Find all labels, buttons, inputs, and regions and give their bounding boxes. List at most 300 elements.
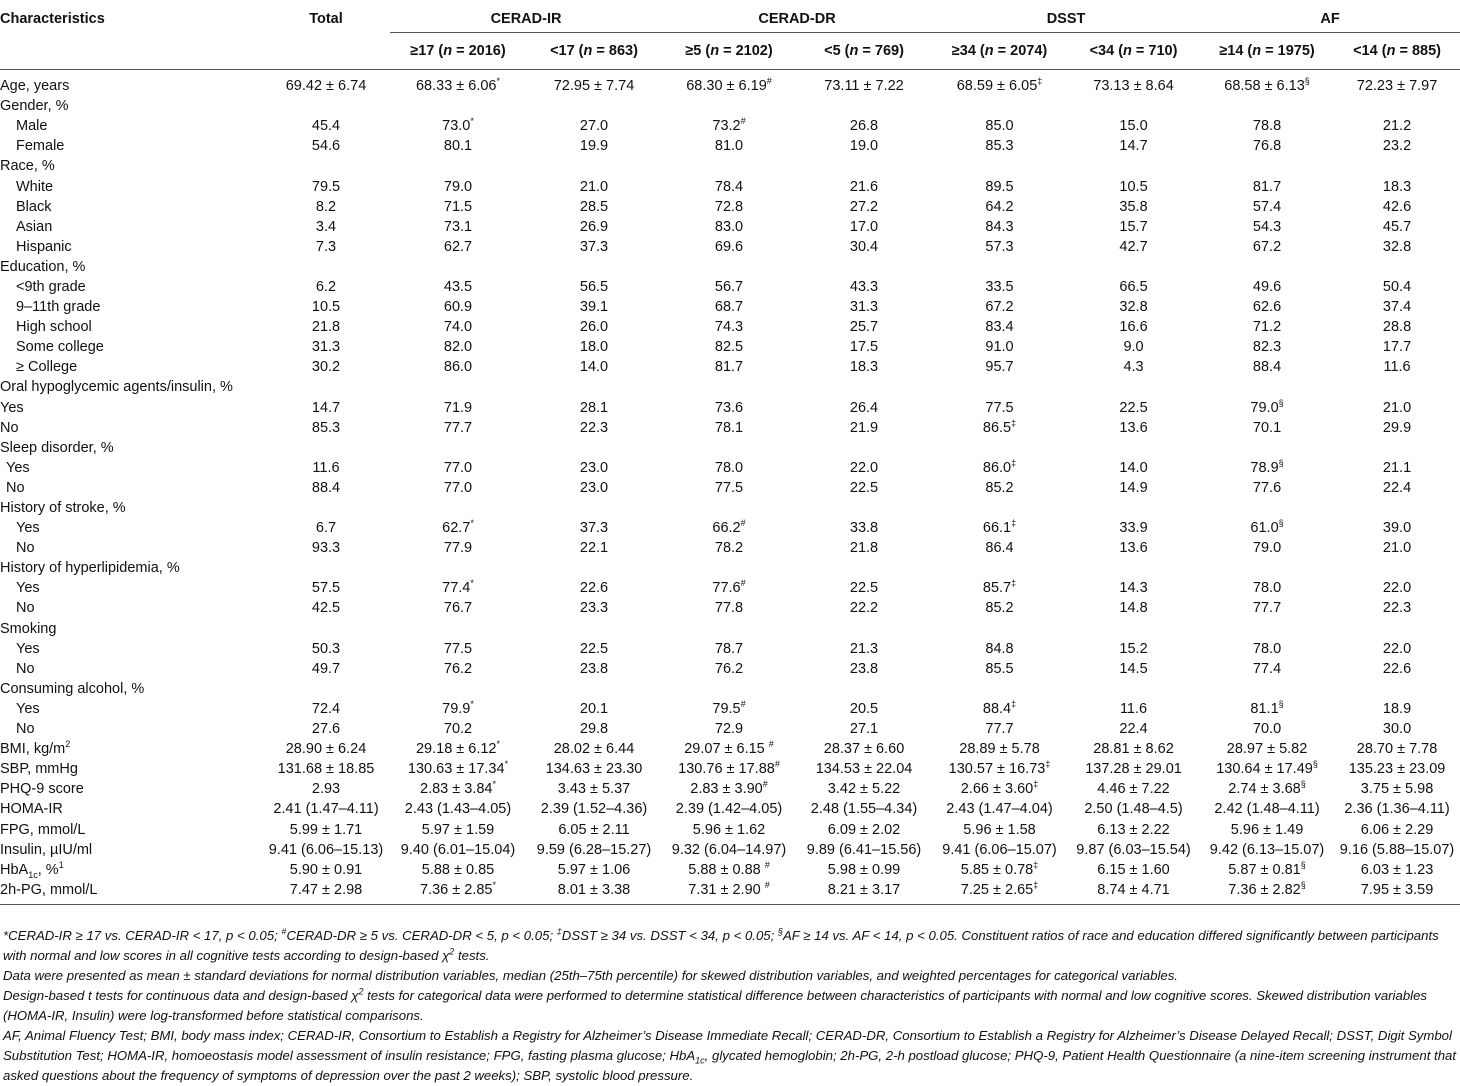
- header-group-cerad-dr: CERAD-DR: [662, 6, 932, 33]
- table-cell: 14.9: [1119, 479, 1148, 496]
- table-cell: 49.7: [311, 660, 341, 677]
- table-cell: 57.3: [985, 238, 1014, 255]
- table-cell: 79.9*: [442, 699, 474, 717]
- table-cell: 68.33 ± 6.06*: [415, 76, 501, 95]
- table-cell: 70.2: [443, 721, 473, 738]
- table-cell: 50.3: [311, 640, 341, 657]
- table-row: [0, 217, 1460, 237]
- table-cell: 28.97 ± 5.82: [1226, 741, 1308, 758]
- header-dsst-low: <34 (n = 710): [1067, 33, 1200, 70]
- table-cell: 85.2: [985, 600, 1014, 617]
- significance-mark: #: [740, 578, 746, 589]
- table-cell: 7.31 ± 2.90 #: [662, 880, 796, 905]
- table-cell: 9.32 (6.04–14.97): [671, 841, 787, 858]
- row-label: Sleep disorder, %: [0, 439, 114, 456]
- table-cell: 2.50 (1.48–4.5): [1084, 801, 1183, 818]
- row-label: No: [16, 721, 35, 738]
- table-cell: 130.63 ± 17.34*: [407, 759, 509, 778]
- table-cell: 77.6: [1252, 479, 1282, 496]
- row-label: Yes: [16, 580, 40, 597]
- table-cell: 28.81 ± 8.62: [1093, 741, 1174, 758]
- table-cell: 32.8: [1382, 238, 1412, 255]
- table-cell: 3.75 ± 5.98: [1360, 781, 1434, 798]
- table-cell: 42.6: [1382, 198, 1412, 215]
- table-cell: 28.02 ± 6.44: [553, 741, 635, 758]
- table-cell: 6.06 ± 2.29: [1360, 821, 1434, 838]
- significance-mark: §: [1300, 779, 1306, 790]
- table-cell: 9.41 (6.06–15.07): [942, 841, 1057, 858]
- table-cell: 29.18 ± 6.12*: [415, 739, 501, 758]
- table-cell: 88.4‡: [982, 699, 1017, 717]
- table-cell: 5.99 ± 1.71: [289, 821, 363, 838]
- significance-mark: *: [470, 518, 474, 529]
- table-cell: 23.2: [1382, 138, 1412, 155]
- table-cell: 21.3: [849, 640, 879, 657]
- table-cell: 83.4: [985, 319, 1014, 336]
- table-cell: 3.43 ± 5.37: [557, 781, 631, 798]
- table-cell: 57.5: [311, 580, 341, 597]
- table-cell: 30.2: [311, 359, 341, 376]
- table-cell: 22.5: [849, 580, 879, 597]
- table-cell: 49.6: [1252, 278, 1282, 295]
- footnote-significance: *CERAD-IR ≥ 17 vs. CERAD-IR < 17, p < 0.05; #CERAD-DR ≥ 5 vs. CERAD-DR < 5, p < 0.05; ‡DSST ≥ 34 vs. DSST < 34, p < 0.05; §AF ≥ 14 vs. AF < 14, p < 0.05. Constituent ratios of race and education differed significantly between participants with normal and low scores in all cognitive tests according to design-based $\chi^2$ tests.: [3, 926, 1439, 963]
- table-cell: 88.4: [311, 479, 341, 496]
- table-cell: 18.3: [849, 359, 879, 376]
- table-cell: 78.0: [1252, 580, 1282, 597]
- table-cell: 17.5: [849, 339, 879, 356]
- table-cell: 14.0: [579, 359, 609, 376]
- table-row: [0, 498, 1460, 518]
- characteristics-table: [0, 6, 1460, 905]
- table-cell: 91.0: [985, 339, 1014, 356]
- table-cell: 3.42 ± 5.22: [827, 781, 901, 798]
- table-cell: 89.5: [985, 178, 1014, 195]
- row-label: Education, %: [0, 258, 86, 275]
- row-label: Yes: [0, 399, 24, 416]
- table-cell: 45.7: [1382, 218, 1412, 235]
- table-cell: 28.1: [579, 399, 609, 416]
- header-total: Total: [309, 11, 343, 28]
- significance-mark: #: [768, 739, 774, 750]
- table-cell: 21.8: [849, 540, 879, 557]
- row-label: Race, %: [0, 158, 55, 175]
- table-row: [0, 418, 1460, 438]
- table-cell: 86.5‡: [982, 417, 1017, 436]
- table-cell: 45.4: [311, 118, 341, 135]
- table-cell: 2.39 (1.52–4.36): [540, 801, 648, 818]
- table-cell: 76.2: [443, 660, 473, 677]
- table-row: [0, 840, 1460, 860]
- table-cell: 6.13 ± 2.22: [1097, 821, 1170, 838]
- table-cell: 9.89 (6.41–15.56): [806, 841, 922, 858]
- table-cell: 71.2: [1252, 319, 1282, 336]
- table-cell: 20.1: [579, 700, 609, 717]
- table-row: [0, 337, 1460, 357]
- table-cell: 19.0: [849, 138, 879, 155]
- table-cell: 2.83 ± 3.90#: [690, 779, 768, 798]
- table-cell: 85.2: [985, 479, 1014, 496]
- significance-mark: *: [492, 779, 496, 790]
- table-cell: 17.7: [1382, 339, 1412, 356]
- table-cell: 77.4: [1252, 660, 1282, 677]
- row-label: White: [16, 178, 54, 195]
- table-cell: 130.64 ± 17.49§: [1216, 759, 1318, 778]
- significance-mark: #: [764, 859, 770, 870]
- significance-mark: ‡: [1033, 879, 1039, 890]
- table-cell: 5.98 ± 0.99: [827, 861, 901, 878]
- table-cell: 76.8: [1252, 138, 1282, 155]
- significance-mark: §: [1278, 458, 1284, 468]
- significance-mark: #: [764, 879, 770, 890]
- table-cell: 95.7: [985, 359, 1014, 376]
- table-cell: 5.97 ± 1.06: [557, 861, 631, 878]
- row-label: ≥ College: [16, 359, 78, 376]
- table-cell: 4.46 ± 7.22: [1097, 781, 1170, 798]
- row-label: High school: [16, 319, 92, 336]
- header-row-groups: [0, 6, 1460, 33]
- table-cell: 88.4: [1252, 359, 1282, 376]
- table-cell: 23.0: [579, 459, 609, 476]
- table-row: [0, 116, 1460, 136]
- row-label: No: [0, 419, 19, 436]
- table-cell: 18.0: [579, 339, 609, 356]
- row-label: Hispanic: [16, 238, 72, 255]
- table-cell: 2.39 (1.42–4.05): [675, 801, 783, 818]
- table-cell: 39.1: [579, 299, 609, 316]
- table-cell: 22.5: [579, 640, 609, 657]
- table-row: [0, 759, 1460, 779]
- table-cell: 77.5: [985, 399, 1014, 416]
- header-blank-1: [0, 33, 262, 70]
- significance-mark: §: [1312, 759, 1318, 770]
- significance-mark: ‡: [1045, 759, 1051, 770]
- table-cell: 7.25 ± 2.65‡: [932, 880, 1067, 905]
- table-cell: 73.6: [714, 399, 744, 416]
- table-cell: 35.8: [1119, 198, 1148, 215]
- table-cell: 2.48 (1.55–4.34): [810, 801, 918, 818]
- table-cell: 54.6: [311, 138, 341, 155]
- table-cell: 19.9: [579, 138, 609, 155]
- table-cell: 33.9: [1119, 520, 1148, 537]
- table-cell: 62.7: [443, 238, 473, 255]
- row-label: No: [6, 479, 25, 496]
- table-row: [0, 779, 1460, 799]
- header-af-high: ≥14 (n = 1975): [1200, 33, 1334, 70]
- table-cell: 5.96 ± 1.58: [963, 821, 1036, 838]
- table-cell: 93.3: [311, 540, 341, 557]
- table-cell: 14.5: [1119, 660, 1148, 677]
- table-cell: 6.2: [315, 278, 337, 295]
- table-cell: 28.89 ± 5.78: [959, 741, 1040, 758]
- table-cell: 4.3: [1123, 359, 1144, 376]
- table-cell: 15.2: [1119, 640, 1148, 657]
- table-cell: 6.09 ± 2.02: [827, 821, 901, 838]
- header-cerad-ir-low: <17 (n = 863): [526, 33, 662, 70]
- table-row: [0, 659, 1460, 679]
- table-cell: 21.6: [849, 178, 879, 195]
- table-cell: 84.3: [985, 218, 1014, 235]
- table-cell: 61.0§: [1250, 518, 1284, 537]
- table-cell: 77.7: [1252, 600, 1282, 617]
- table-cell: 2.74 ± 3.68§: [1228, 779, 1306, 798]
- table-cell: 77.0: [443, 459, 473, 476]
- table-cell: 85.5: [985, 660, 1014, 677]
- table-cell: 60.9: [443, 299, 473, 316]
- table-cell: 8.2: [315, 198, 337, 215]
- row-label: Yes: [6, 459, 30, 476]
- table-cell: 74.3: [714, 319, 744, 336]
- table-cell: 71.5: [443, 198, 473, 215]
- table-cell: 7.36 ± 2.85*: [390, 880, 526, 905]
- significance-mark: *: [470, 578, 474, 589]
- table-cell: 81.0: [714, 138, 744, 155]
- table-cell: 50.4: [1382, 278, 1412, 295]
- table-cell: 16.6: [1119, 319, 1148, 336]
- table-cell: 77.0: [443, 479, 473, 496]
- table-row: [0, 799, 1460, 819]
- table-cell: 8.21 ± 3.17: [796, 880, 932, 905]
- significance-mark: #: [740, 116, 746, 127]
- header-blank-2: [262, 33, 390, 70]
- footnote-abbreviations: AF, Animal Fluency Test; BMI, body mass index; CERAD-IR, Consortium to Establish a Registry for Alzheimer’s Disease Immediate Recall; CERAD-DR, Consortium to Establish a Registry for Alzheimer’s Disease Delayed Recall; DSST, Digit Symbol Substitution Test; HOMA-IR, homoeostasis model assessment of insulin resistance; FPG, fasting plasma glucose; HbA$_{1c}$, glycated hemoglobin; 2h-PG, 2-h postload glucose; PHQ-9, Patient Health Questionnaire (a nine-item screening instrument that asked questions about the frequency of symptoms of depression over the past 2 weeks); SBP, systolic blood pressure.: [3, 1028, 1457, 1083]
- significance-mark: §: [1278, 397, 1284, 408]
- significance-mark: #: [774, 759, 780, 770]
- table-cell: 22.0: [849, 459, 879, 476]
- table-cell: 72.8: [714, 198, 744, 215]
- table-cell: 77.8: [714, 600, 744, 617]
- significance-mark: ‡: [1037, 76, 1043, 87]
- table-row: [0, 578, 1460, 598]
- table-cell: 26.4: [849, 399, 879, 416]
- table-row: [0, 518, 1460, 538]
- header-group-dsst: DSST: [932, 6, 1200, 33]
- table-cell: 5.96 ± 1.62: [692, 821, 766, 838]
- table-row: [0, 558, 1460, 578]
- table-cell: 73.0*: [442, 116, 474, 135]
- table-row: [0, 619, 1460, 639]
- table-cell: 5.85 ± 0.78‡: [960, 859, 1039, 878]
- table-cell: 23.0: [579, 479, 609, 496]
- table-cell: 37.3: [579, 238, 609, 255]
- row-label: No: [16, 660, 35, 677]
- row-label: PHQ-9 score: [0, 781, 84, 798]
- table-row: [0, 70, 1460, 97]
- table-cell: 22.4: [1382, 479, 1412, 496]
- row-label: Some college: [16, 339, 104, 356]
- table-cell: 17.0: [849, 218, 879, 235]
- table-cell: 18.9: [1382, 700, 1412, 717]
- table-cell: 2.66 ± 3.60‡: [960, 779, 1039, 798]
- table-cell: 77.5: [443, 640, 473, 657]
- table-cell: 7.36 ± 2.82§: [1200, 880, 1334, 905]
- table-cell: 27.2: [849, 198, 879, 215]
- significance-mark: #: [762, 779, 768, 790]
- table-cell: 15.7: [1119, 218, 1148, 235]
- table-cell: 11.6: [312, 459, 340, 476]
- significance-mark: ‡: [1033, 779, 1039, 790]
- table-cell: 23.8: [849, 660, 879, 677]
- row-label: SBP, mmHg: [0, 761, 78, 778]
- row-label: 9–11th grade: [16, 299, 101, 316]
- header-cerad-dr-high: ≥5 (n = 2102): [662, 33, 796, 70]
- table-cell: 8.74 ± 4.71: [1067, 880, 1200, 905]
- row-label: Smoking: [0, 620, 57, 637]
- table-cell: 10.5: [311, 299, 341, 316]
- table-cell: 71.9: [443, 399, 473, 416]
- table-cell: 26.0: [579, 319, 609, 336]
- table-row: [0, 377, 1460, 397]
- table-cell: 2.43 (1.47–4.04): [946, 801, 1053, 818]
- table-cell: 69.6: [714, 238, 744, 255]
- table-cell: 18.3: [1382, 178, 1412, 195]
- significance-mark: #: [766, 76, 772, 87]
- table-cell: 21.0: [1382, 399, 1412, 416]
- table-cell: 5.90 ± 0.91: [289, 861, 363, 878]
- table-cell: 25.7: [849, 319, 879, 336]
- table-cell: 21.8: [311, 319, 341, 336]
- table-cell: 82.3: [1252, 339, 1282, 356]
- table-cell: 42.7: [1119, 238, 1148, 255]
- table-row: [0, 197, 1460, 217]
- table-cell: 78.9§: [1250, 458, 1284, 476]
- table-cell: 56.5: [579, 278, 609, 295]
- table-row: [0, 719, 1460, 739]
- table-cell: 66.1‡: [982, 518, 1017, 537]
- table-cell: 85.0: [985, 118, 1014, 135]
- table-cell: 2.41 (1.47–4.11): [273, 801, 379, 818]
- significance-mark: §: [1300, 879, 1306, 890]
- table-cell: 42.5: [311, 600, 341, 617]
- table-cell: 86.0: [443, 359, 473, 376]
- row-label: No: [16, 600, 35, 617]
- table-cell: 73.2#: [712, 116, 746, 135]
- row-label: History of stroke, %: [0, 500, 126, 517]
- significance-mark: ‡: [1011, 458, 1017, 468]
- table-cell: 79.5#: [712, 699, 746, 717]
- table-cell: 22.0: [1382, 640, 1412, 657]
- table-cell: 56.7: [714, 278, 744, 295]
- table-row: [0, 699, 1460, 719]
- table-cell: 22.3: [579, 419, 609, 436]
- row-label: Consuming alcohol, %: [0, 680, 145, 697]
- row-label: No: [16, 540, 35, 557]
- table-cell: 67.2: [985, 299, 1014, 316]
- table-cell: 85.7‡: [982, 578, 1017, 597]
- table-cell: 22.5: [849, 479, 879, 496]
- significance-mark: §: [1304, 76, 1310, 87]
- table-cell: 14.3: [1119, 580, 1148, 597]
- row-label: Asian: [16, 218, 53, 235]
- table-cell: 9.0: [1123, 339, 1144, 356]
- table-cell: 78.8: [1252, 118, 1282, 135]
- table-cell: 5.87 ± 0.81§: [1228, 859, 1306, 878]
- table-cell: 11.6: [1383, 359, 1411, 376]
- table-row: [0, 176, 1460, 196]
- row-label: HbA$_{1c}$, %$^1$: [0, 859, 64, 880]
- table-cell: 7.95 ± 3.59: [1334, 880, 1460, 905]
- significance-mark: #: [740, 699, 746, 710]
- table-row: [0, 237, 1460, 257]
- table-cell: 135.23 ± 23.09: [1348, 761, 1446, 778]
- significance-mark: ‡: [1011, 417, 1017, 428]
- row-label: 2h-PG, mmol/L: [0, 880, 262, 905]
- table-cell: 26.8: [849, 118, 879, 135]
- table-row: [0, 257, 1460, 277]
- table-cell: 81.7: [714, 359, 744, 376]
- table-cell: 27.6: [311, 721, 341, 738]
- footnote-data-presentation: Data were presented as mean ± standard deviations for normal distribution variables, median (25th–75th percentile) for skewed distribution variables, and weighted percentages for categorical variables.: [3, 968, 1178, 983]
- significance-mark: *: [470, 116, 474, 127]
- table-row: [0, 639, 1460, 659]
- table-row: [0, 860, 1460, 880]
- table-row: [0, 398, 1460, 418]
- header-characteristics: Characteristics: [0, 11, 105, 28]
- table-cell: 21.9: [849, 419, 879, 436]
- table-cell: 32.8: [1119, 299, 1148, 316]
- table-cell: 86.4: [985, 540, 1014, 557]
- header-cerad-ir-high: ≥17 (n = 2016): [390, 33, 526, 70]
- significance-mark: *: [504, 759, 509, 770]
- table-cell: 134.53 ± 22.04: [815, 761, 913, 778]
- table-cell: 9.41 (6.06–15.13): [268, 841, 384, 858]
- row-label: Yes: [16, 640, 40, 657]
- table-cell: 33.8: [849, 520, 879, 537]
- row-label: Gender, %: [0, 98, 69, 115]
- table-cell: 79.5: [311, 178, 341, 195]
- table-cell: 22.6: [579, 580, 609, 597]
- table-row: [0, 317, 1460, 337]
- row-label: Age, years: [0, 78, 70, 95]
- table-cell: 2.93: [311, 781, 341, 798]
- table-cell: 22.0: [1382, 580, 1412, 597]
- table-cell: 81.1§: [1250, 699, 1284, 717]
- table-cell: 8.01 ± 3.38: [526, 880, 662, 905]
- table-cell: 21.1: [1382, 459, 1412, 476]
- table-cell: 2.36 (1.36–4.11): [1344, 801, 1450, 818]
- table-cell: 72.23 ± 7.97: [1356, 78, 1438, 95]
- table-cell: 78.0: [714, 459, 744, 476]
- table-cell: 37.4: [1382, 299, 1412, 316]
- table-row: [0, 438, 1460, 458]
- table-cell: 130.57 ± 16.73‡: [948, 759, 1051, 778]
- significance-mark: ‡: [1011, 518, 1017, 529]
- row-label: Yes: [16, 520, 40, 537]
- table-cell: 33.5: [985, 278, 1014, 295]
- table-cell: 67.2: [1252, 238, 1282, 255]
- table-cell: 78.7: [714, 640, 744, 657]
- table-cell: 134.63 ± 23.30: [545, 761, 643, 778]
- table-cell: 84.8: [985, 640, 1014, 657]
- table-cell: 31.3: [311, 339, 341, 356]
- table-cell: 76.7: [443, 600, 473, 617]
- table-row: [0, 357, 1460, 377]
- table-cell: 62.6: [1252, 299, 1282, 316]
- table-cell: 5.88 ± 0.85: [421, 861, 495, 878]
- table-cell: 9.16 (5.88–15.07): [1339, 841, 1455, 858]
- table-cell: 54.3: [1252, 218, 1282, 235]
- table-cell: 78.0: [1252, 640, 1282, 657]
- header-row-subgroups: [0, 33, 1460, 70]
- table-cell: 68.30 ± 6.19#: [686, 76, 772, 95]
- row-label: HOMA-IR: [0, 801, 63, 818]
- table-cell: 73.13 ± 8.64: [1093, 78, 1174, 95]
- table-cell: 22.2: [849, 600, 879, 617]
- table-cell: 15.0: [1119, 118, 1148, 135]
- table-cell: 5.97 ± 1.59: [421, 821, 495, 838]
- table-cell: 77.5: [714, 479, 744, 496]
- table-cell: 9.87 (6.03–15.54): [1076, 841, 1191, 858]
- table-cell: 78.1: [714, 419, 744, 436]
